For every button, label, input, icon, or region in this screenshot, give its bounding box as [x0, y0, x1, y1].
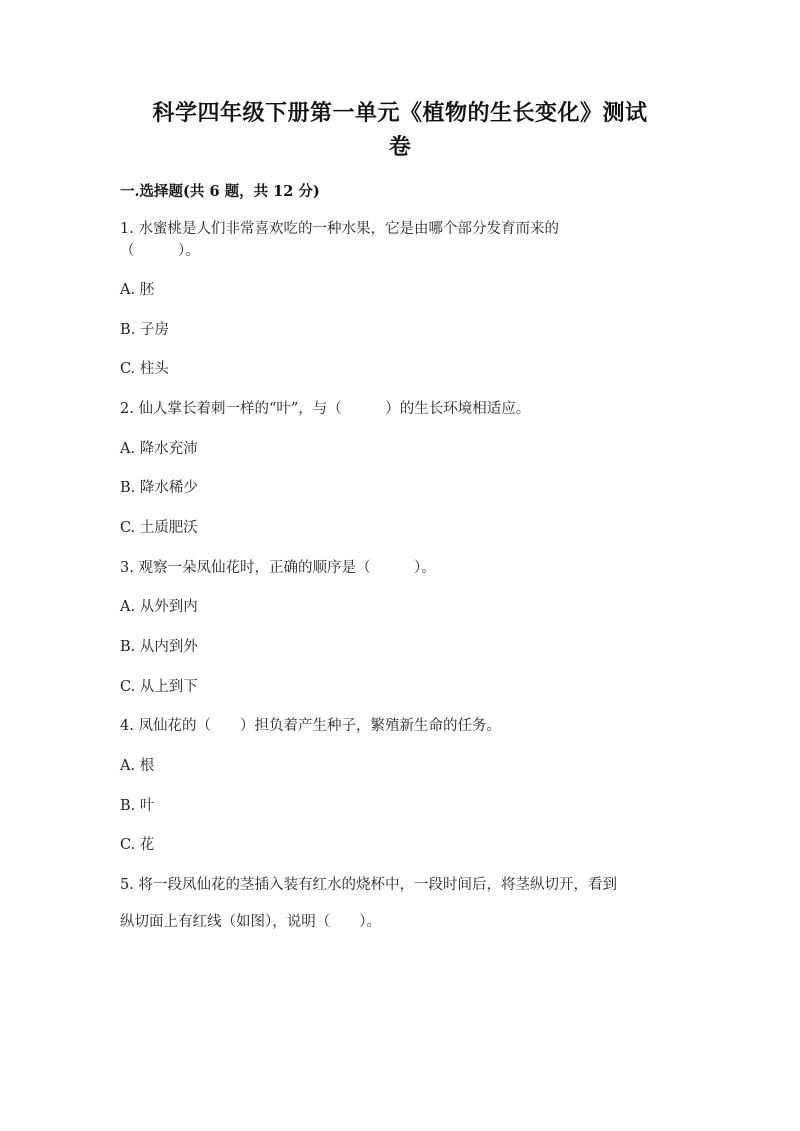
question-1-stem-continued: （ ）。 — [120, 243, 200, 259]
question-3-option-b: B. 从内到外 — [120, 639, 198, 655]
question-3-option-a: A. 从外到内 — [120, 599, 198, 615]
question-3-stem: 3. 观察一朵凤仙花时，正确的顺序是（ ）。 — [120, 560, 436, 576]
question-2-option-b: B. 降水稀少 — [120, 480, 198, 496]
question-4-stem: 4. 凤仙花的（ ）担负着产生种子，繁殖新生命的任务。 — [120, 718, 501, 734]
question-5-stem-continued: 纵切面上有红线（如图），说明（ ）。 — [120, 914, 381, 930]
question-2-option-a: A. 降水充沛 — [120, 441, 198, 457]
question-4-option-c: C. 花 — [120, 837, 155, 853]
section-heading: 一.选择题(共 6 题，共 12 分) — [120, 183, 320, 200]
question-1-option-a: A. 胚 — [120, 282, 155, 298]
question-5-stem: 5. 将一段凤仙花的茎插入装有红水的烧杯中，一段时间后，将茎纵切开，看到 — [120, 877, 617, 893]
question-3-option-c: C. 从上到下 — [120, 679, 198, 695]
page-title-line-2: 卷 — [388, 134, 412, 160]
page-title-line-1: 科学四年级下册第一单元《植物的生长变化》测试 — [152, 100, 648, 126]
question-4-option-b: B. 叶 — [120, 798, 155, 814]
question-2-option-c: C. 土质肥沃 — [120, 520, 198, 536]
question-1-option-b: B. 子房 — [120, 322, 169, 338]
page-title — [120, 96, 680, 164]
question-1-option-c: C. 柱头 — [120, 361, 169, 377]
question-2-stem: 2. 仙人掌长着刺一样的“叶”，与（ ）的生长环境相适应。 — [120, 401, 531, 417]
question-1-stem: 1. 水蜜桃是人们非常喜欢吃的一种水果，它是由哪个部分发育而来的 — [120, 221, 559, 237]
question-4-option-a: A. 根 — [120, 758, 155, 774]
